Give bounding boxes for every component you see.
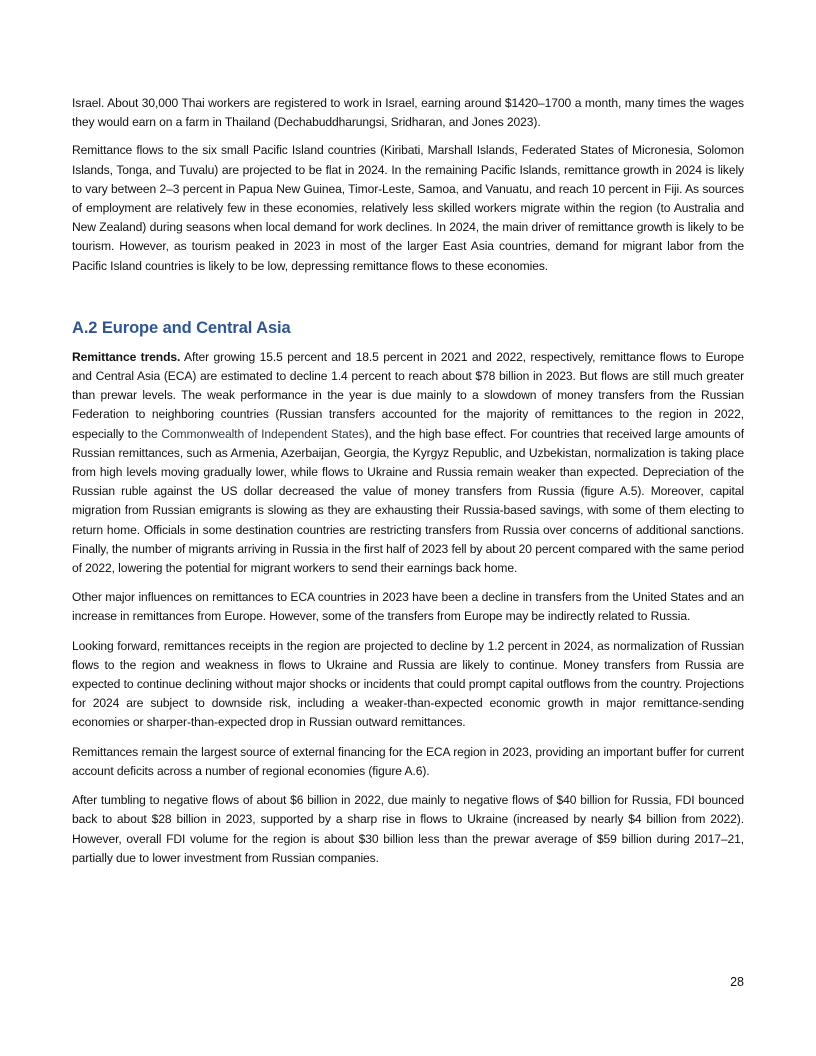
paragraph-pacific-islands: Remittance flows to the six small Pacific Island countries (Kiribati, Marshall Islands, Federated States of Micronesia, Solomon Islands, Tonga, and Tuvalu) are projected to be flat in 2024. In the remaining Pacific Islands, remittance growth in 2024 is likely to vary between 2–3 percent in Papua New Guinea, Timor-Leste, Samoa, and Vanuatu, and reach 10 percent in Fiji. As sources of employment are relatively few in these economies, relatively less skilled workers migrate within the region (to Australia and New Zealand) during seasons when local demand for work declines. In 2024, the main driver of remittance growth is likely to be tourism. However, as tourism peaked in 2023 in most of the larger East Asia countries, demand for migrant labor from the Pacific Island countries is likely to be low, depressing remittance flows to these economies.	[72, 143, 744, 273]
commonwealth-link[interactable]: the Commonwealth of Independent States	[141, 426, 365, 441]
page-number: 28	[730, 975, 744, 989]
paragraph-other-influences: Other major influences on remittances to ECA countries in 2023 have been a decline in transfers from the United States and an increase in remittances from Europe. However, some of the transfers from Europe may be indirectly related to Russia.	[72, 590, 744, 624]
section-heading-europe-central-asia: A.2 Europe and Central Asia	[72, 318, 291, 337]
paragraph-remittance-trends-text-2: ), and the high base effect. For countries that received large amounts of Russian remittances, such as Armenia, Azerbaijan, Georgia, the Kyrgyz Republic, and Uzbekistan, normalization is taking place from high levels moving gradually lower, while flows to Ukraine and Russia remain weaker than expected. Depreciation of the Russian ruble against the US dollar decreased the value of money transfers from Russia (figure A.5). Moreover, capital migration from Russian emigrants is slowing as they are exhausting their Russia-based savings, with some of them electing to return home. Officials in some destination countries are restricting transfers from Russia over concerns of additional sanctions. Finally, the number of migrants arriving in Russia in the first half of 2023 fell by about 20 percent compared with the same period of 2022, lowering the potential for migrant workers to send their earnings back home.	[72, 426, 745, 576]
document-page	[72, 94, 744, 878]
paragraph-looking-forward: Looking forward, remittances receipts in the region are projected to decline by 1.2 percent in 2024, as normalization of Russian flows to the region and weakness in flows to Ukraine and Russia are likely to continue. Money transfers from Russia are expected to continue declining without major shocks or incidents that could prompt capital outflows from the country. Projections for 2024 are subject to downside risk, including a weaker-than-expected economic growth in major remittance-sending economies or sharper-than-expected drop in Russian outward remittances.	[72, 638, 744, 730]
paragraph-israel-thai-workers: Israel. About 30,000 Thai workers are registered to work in Israel, earning around $1420–1700 a month, many times the wages they would earn on a farm in Thailand (Dechabuddharungsi, Sridharan, and Jones 2023).	[72, 96, 744, 130]
paragraph-external-financing: Remittances remain the largest source of external financing for the ECA region in 2023, providing an important buffer for current account deficits across a number of regional economies (figure A.6).	[72, 744, 744, 778]
paragraph-remittance-trends	[72, 348, 744, 578]
paragraph-fdi-flows: After tumbling to negative flows of about $6 billion in 2022, due mainly to negative flows of $40 billion for Russia, FDI bounced back to about $28 billion in 2023, supported by a sharp rise in flows to Ukraine (increased by nearly $4 billion from 2022). However, overall FDI volume for the region is about $30 billion less than the prewar average of $59 billion during 2017–21, partially due to lower investment from Russian companies.	[72, 793, 744, 865]
paragraph-remittance-trends-text-1: After growing 15.5 percent and 18.5 percent in 2021 and 2022, respectively, remittance flows to Europe and Central Asia (ECA) are estimated to decline 1.4 percent to reach about $78 billion in 2023. But flows are still much greater than prewar levels. The weak performance in the year is due mainly to a slowdown of money transfers from the Russian Federation to neighboring countries (Russian transfers accounted for the majority of remittances to the region in 2022, especially to	[72, 349, 744, 441]
paragraph-lead-remittance-trends: Remittance trends.	[72, 349, 181, 364]
